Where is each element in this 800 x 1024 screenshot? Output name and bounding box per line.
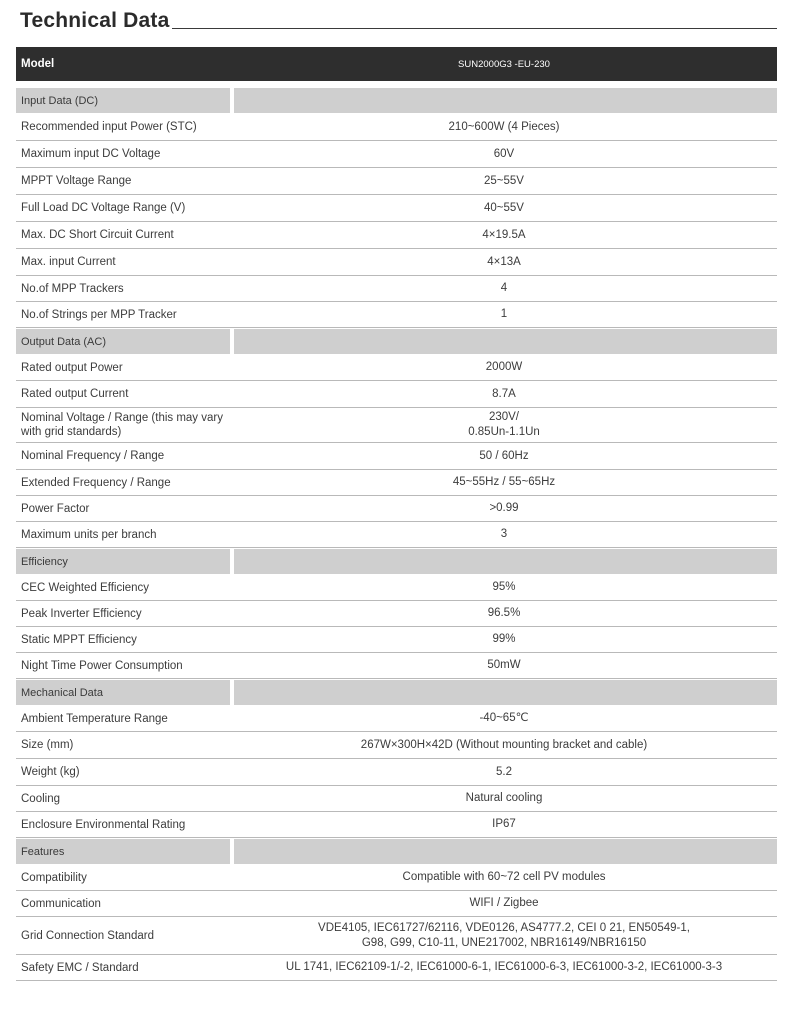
section-heading-fill <box>234 549 777 574</box>
table-row <box>16 955 777 981</box>
spec-value: 96.5% <box>487 607 521 619</box>
spec-value: WIFI / Zigbee <box>469 897 539 909</box>
spec-value: 99% <box>492 633 516 645</box>
spec-value: 95% <box>492 581 516 593</box>
spec-label: Nominal Frequency / Range <box>21 450 165 462</box>
table-row <box>16 470 777 496</box>
table-row <box>16 786 777 812</box>
table-row <box>16 601 777 627</box>
table-row <box>16 627 777 653</box>
spec-label: Safety EMC / Standard <box>21 961 139 974</box>
spec-value: 210~600W (4 Pieces) <box>448 120 560 133</box>
section-header-features <box>16 838 777 865</box>
technical-data-table <box>16 47 777 981</box>
section-heading: Efficiency <box>16 549 230 574</box>
table-row <box>16 141 777 168</box>
section-header-efficiency <box>16 548 777 575</box>
section-header-input-dc <box>16 87 777 114</box>
section-heading-fill <box>234 88 777 113</box>
spec-label: Enclosure Environmental Rating <box>21 818 186 831</box>
spec-label: Weight (kg) <box>21 766 80 778</box>
spec-label: No.of Strings per MPP Tracker <box>21 308 177 321</box>
spec-label: Recommended input Power (STC) <box>21 121 197 133</box>
table-row <box>16 168 777 195</box>
spec-value: 230V/ 0.85Un-1.1Un <box>468 411 540 438</box>
table-row <box>16 195 777 222</box>
spec-label: Static MPPT Efficiency <box>21 633 137 646</box>
spec-value: 4×13A <box>487 255 521 268</box>
spec-label: Cooling <box>21 792 60 805</box>
table-row <box>16 732 777 759</box>
page-title: Technical Data <box>20 9 170 32</box>
section-header-output-ac <box>16 328 777 355</box>
section-header-mechanical <box>16 679 777 706</box>
spec-value: >0.99 <box>489 502 519 514</box>
spec-value: 50 / 60Hz <box>479 449 529 462</box>
model-row <box>16 47 777 81</box>
table-row <box>16 759 777 786</box>
spec-label: Grid Connection Standard <box>21 929 154 942</box>
spec-label: Rated output Power <box>21 361 123 374</box>
spec-value: 2000W <box>485 361 523 373</box>
spec-label: Maximum units per branch <box>21 528 157 541</box>
table-row <box>16 381 777 408</box>
table-row <box>16 812 777 838</box>
table-row <box>16 706 777 732</box>
section-heading-fill <box>234 329 777 354</box>
spec-value: 50mW <box>487 659 521 671</box>
table-row <box>16 653 777 679</box>
table-row <box>16 355 777 381</box>
section-heading-fill <box>234 680 777 705</box>
spec-label: Max. DC Short Circuit Current <box>21 229 174 241</box>
table-row <box>16 496 777 522</box>
section-heading: Mechanical Data <box>16 680 230 705</box>
spec-label: Rated output Current <box>21 388 129 400</box>
spec-value: 3 <box>500 528 508 540</box>
section-heading: Input Data (DC) <box>16 88 230 113</box>
spec-value: Compatible with 60~72 cell PV modules <box>402 871 606 883</box>
spec-value: UL 1741, IEC62109-1/-2, IEC61000-6-1, IEC61000-6-3, IEC61000-3-2, IEC61000-3-3 <box>285 961 723 973</box>
spec-value: 5.2 <box>496 765 512 778</box>
spec-value: 45~55Hz / 55~65Hz <box>452 476 556 488</box>
spec-label: Power Factor <box>21 502 90 515</box>
table-row <box>16 222 777 249</box>
spec-value: IP67 <box>492 818 516 830</box>
spec-value: 40~55V <box>484 201 524 214</box>
table-row <box>16 522 777 548</box>
table-row <box>16 917 777 955</box>
spec-label: Extended Frequency / Range <box>21 476 171 489</box>
title-rule <box>172 28 777 29</box>
spec-value: 267W×300H×42D (Without mounting bracket and cable) <box>360 738 648 751</box>
model-label: Model <box>21 58 55 70</box>
model-value: SUN2000G3 -EU-230 <box>458 58 550 70</box>
section-heading-fill <box>234 839 777 864</box>
spec-label: Size (mm) <box>21 739 74 751</box>
spec-label: Max. input Current <box>21 256 116 268</box>
spec-label: No.of MPP Trackers <box>21 282 124 295</box>
spec-value: -40~65℃ <box>479 712 529 724</box>
table-row <box>16 302 777 328</box>
title-bar <box>20 0 777 38</box>
spec-value: Natural cooling <box>465 792 543 804</box>
spec-value: VDE4105, IEC61727/62116, VDE0126, AS4777.2, CEI 0 21, EN50549-1, G98, G99, C10-11, UNE217002, NBR16149/NBR16150 <box>318 921 690 949</box>
table-row <box>16 408 777 443</box>
spec-value: 60V <box>493 147 515 160</box>
spec-value: 8.7A <box>492 387 516 400</box>
spec-value: 4×19.5A <box>482 228 526 241</box>
spec-label: Peak Inverter Efficiency <box>21 607 142 620</box>
section-heading: Output Data (AC) <box>16 329 230 354</box>
spec-label: Compatibility <box>21 871 87 884</box>
spec-value: 1 <box>500 308 508 320</box>
spec-label: Full Load DC Voltage Range (V) <box>21 202 186 214</box>
table-row <box>16 865 777 891</box>
spec-value: 25~55V <box>484 174 524 187</box>
spec-label: Maximum input DC Voltage <box>21 148 161 160</box>
table-row <box>16 575 777 601</box>
spec-value: 4 <box>500 282 508 294</box>
table-row <box>16 891 777 917</box>
spec-label: Night Time Power Consumption <box>21 659 183 672</box>
spec-label: Communication <box>21 897 101 910</box>
table-row <box>16 276 777 302</box>
spec-label: CEC Weighted Efficiency <box>21 581 150 594</box>
table-row <box>16 443 777 470</box>
spec-label: MPPT Voltage Range <box>21 175 132 187</box>
spec-label: Nominal Voltage / Range (this may vary with grid standards) <box>21 412 223 438</box>
section-heading: Features <box>16 839 230 864</box>
table-row <box>16 249 777 276</box>
spec-label: Ambient Temperature Range <box>21 712 168 725</box>
table-row <box>16 114 777 141</box>
